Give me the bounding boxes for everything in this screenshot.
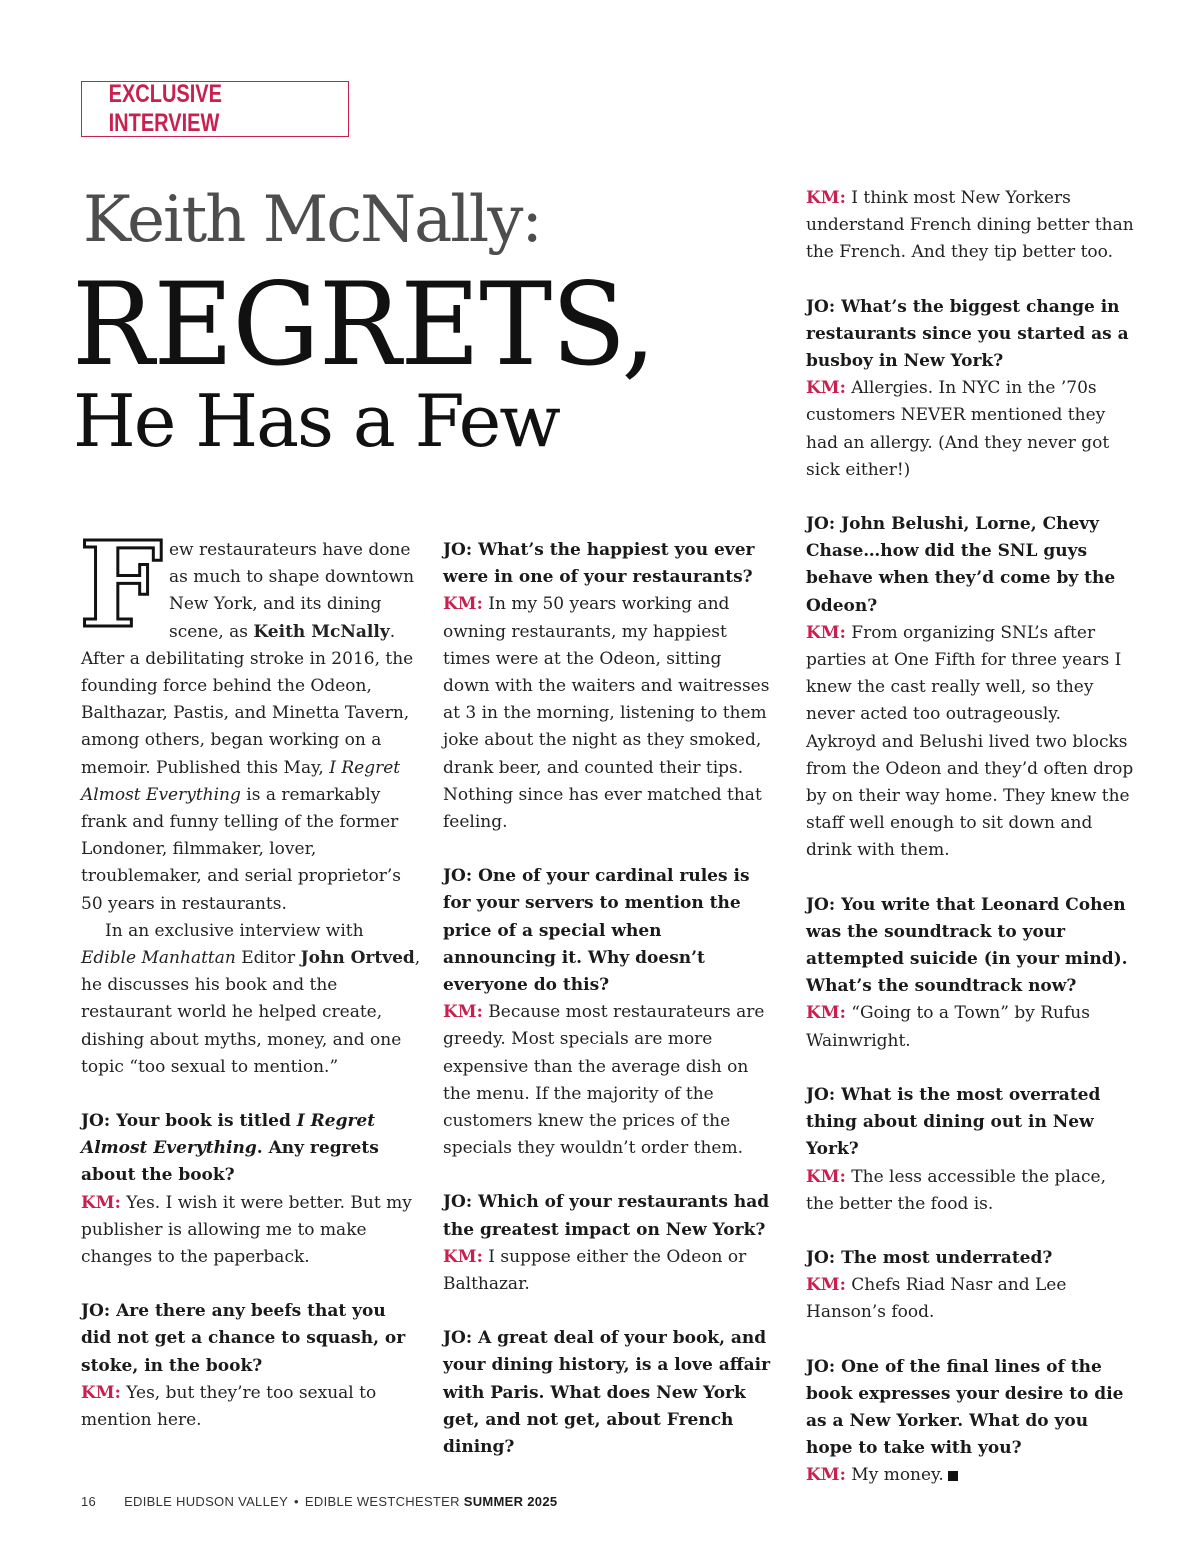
intro-paragraph-2 xyxy=(81,918,421,1081)
jo-label: JO: xyxy=(81,1111,111,1132)
question xyxy=(806,892,1136,1001)
question-text: One of your cardinal rules is for your servers to mention the price of a special when announcing it. Why doesn’t everyone do this? xyxy=(443,866,750,996)
question xyxy=(443,863,773,999)
question xyxy=(806,294,1136,376)
column-1 xyxy=(79,515,421,1434)
question xyxy=(81,1108,421,1190)
question-text: . Any regrets about the book? xyxy=(81,1138,379,1186)
answer xyxy=(806,185,1136,267)
answer xyxy=(806,1164,1136,1218)
question xyxy=(443,537,773,591)
answer-text: I think most New Yorkers understand French dining better than the French. And they tip better too. xyxy=(806,188,1134,263)
question-text: A great deal of your book, and your dining history, is a love affair with Paris. What does New York get, and not get, about French dining? xyxy=(443,1328,771,1458)
question xyxy=(806,1354,1136,1463)
km-label: KM: xyxy=(443,594,483,615)
question-text: What’s the biggest change in restaurants since you started as a busboy in New York? xyxy=(806,296,1129,372)
end-mark-icon xyxy=(948,1471,958,1481)
answer xyxy=(806,620,1136,865)
km-label: KM: xyxy=(81,1192,121,1213)
answer xyxy=(443,591,773,836)
km-label: KM: xyxy=(806,188,846,208)
intro-text-a: ew restaurateurs have done as much to shape downtown New York, and its dining scene, as xyxy=(169,540,415,642)
question xyxy=(443,1325,773,1461)
column-2 xyxy=(443,537,773,1461)
intro2-text-b: Editor xyxy=(235,948,301,969)
question xyxy=(81,1298,421,1380)
question-text: John Belushi, Lorne, Chevy Chase…how did the SNL guys behave when they’d come by the Odeon? xyxy=(806,514,1116,616)
jo-label: JO: xyxy=(443,1328,473,1349)
question-text: Are there any beefs that you did not get a chance to squash, or stoke, in the book? xyxy=(81,1301,406,1376)
publication-1: EDIBLE HUDSON VALLEY xyxy=(124,1494,289,1509)
answer-text: The less accessible the place, the better the food is. xyxy=(806,1166,1106,1214)
jo-label: JO: xyxy=(806,1084,836,1105)
question xyxy=(806,1082,1136,1164)
jo-label: JO: xyxy=(81,1301,111,1322)
answer-text: Because most restaurateurs are greedy. Most specials are more expensive than the average dish on the menu. If the majority of the customers knew the prices of the specials they wouldn’t order them. xyxy=(443,1002,765,1159)
drop-cap: F xyxy=(79,515,163,654)
question xyxy=(806,1245,1136,1272)
column-3 xyxy=(806,185,1136,1490)
answer-text: In my 50 years working and owning restaurants, my happiest times were at the Odeon, sitting down with the waiters and waitresses at 3 in the morning, listening to them joke about the night as they smoked, drank beer, and counted their tips. Nothing since has ever matched that feeling. xyxy=(443,594,770,833)
question-text: You write that Leonard Cohen was the soundtrack to your attempted suicide (in your mind). What’s the soundtrack now? xyxy=(806,894,1128,997)
section-tag xyxy=(81,81,349,137)
question xyxy=(443,1189,773,1243)
intro-text-c: is a remarkably frank and funny telling of the former Londoner, filmmaker, lover, troublemaker, and serial proprietor’s 50 years in restaurants. xyxy=(81,784,401,914)
intro-paragraph xyxy=(79,515,421,918)
jo-label: JO: xyxy=(806,296,836,317)
separator-dot: • xyxy=(294,1494,299,1509)
editor-name: John Ortved xyxy=(300,948,415,969)
question-text: One of the final lines of the book expresses your desire to die as a New Yorker. What do you hope to take with you? xyxy=(806,1356,1124,1459)
answer-text: Chefs Riad Nasr and Lee Hanson’s food. xyxy=(806,1275,1067,1323)
answer xyxy=(443,1244,773,1298)
section-tag-label: EXCLUSIVE INTERVIEW xyxy=(108,80,222,137)
answer xyxy=(806,375,1136,484)
km-label: KM: xyxy=(806,378,846,399)
question xyxy=(806,511,1136,620)
headline-sub: He Has a Few xyxy=(73,379,559,463)
jo-label: JO: xyxy=(806,894,836,915)
answer xyxy=(443,999,773,1162)
intro2-text-a: In an exclusive interview with xyxy=(105,920,364,941)
question-book-title: I Regret Almost Everything xyxy=(81,1111,376,1159)
intro2-text-c: , he discusses his book and the restaurant world he helped create, dishing about myths, money, and one topic “too sexual to mention.” xyxy=(81,948,421,1077)
headline-kicker: Keith McNally: xyxy=(83,183,541,257)
answer xyxy=(806,1462,1136,1489)
jo-label: JO: xyxy=(806,514,836,535)
headline-main: REGRETS, xyxy=(72,258,656,391)
answer xyxy=(81,1380,421,1434)
issue-date: SUMMER 2025 xyxy=(463,1494,558,1509)
answer-text: Yes. I wish it were better. But my publisher is allowing me to make changes to the paperback. xyxy=(81,1192,412,1268)
jo-label: JO: xyxy=(806,1356,836,1377)
page-number: 16 xyxy=(81,1494,97,1509)
question-text: What’s the happiest you ever were in one of your restaurants? xyxy=(443,540,755,588)
answer-text: From organizing SNL’s after parties at One Fifth for three years I knew the cast really well, so they never acted too outrageously. Aykroyd and Belushi lived two blocks from the Odeon and they’d often drop by on their way home. They knew the staff well enough to sit down and drink with them. xyxy=(806,622,1134,861)
answer xyxy=(806,1272,1136,1326)
km-label: KM: xyxy=(806,622,846,643)
km-label: KM: xyxy=(806,1003,846,1024)
question-text: The most underrated? xyxy=(841,1247,1053,1268)
jo-label: JO: xyxy=(443,866,473,887)
jo-label: JO: xyxy=(443,1192,473,1213)
answer xyxy=(806,1000,1136,1054)
answer xyxy=(81,1190,421,1272)
question-text: Which of your restaurants had the greatest impact on New York? xyxy=(443,1192,770,1240)
answer-text: Yes, but they’re too sexual to mention here. xyxy=(81,1382,377,1431)
question-text: Your book is titled xyxy=(116,1111,297,1132)
publication-2: EDIBLE WESTCHESTER xyxy=(304,1494,460,1509)
intro-name: Keith McNally xyxy=(253,621,390,642)
km-label: KM: xyxy=(443,1246,483,1267)
km-label: KM: xyxy=(806,1166,846,1187)
jo-label: JO: xyxy=(443,540,473,560)
magazine-name: Edible Manhattan xyxy=(81,948,236,969)
km-label: KM: xyxy=(806,1465,846,1486)
answer-text: I suppose either the Odeon or Balthazar. xyxy=(443,1246,747,1295)
answer-text: My money. xyxy=(851,1465,944,1486)
page-footer xyxy=(81,1494,557,1509)
intro-text-b: . After a debilitating stroke in 2016, the founding force behind the Odeon, Balthazar, Pastis, and Minetta Tavern, among others, began working on a memoir. Published this May, xyxy=(81,621,414,778)
book-title: I Regret Almost Everything xyxy=(81,757,401,805)
km-label: KM: xyxy=(81,1382,121,1403)
question-text: What is the most overrated thing about dining out in New York? xyxy=(806,1084,1101,1160)
km-label: KM: xyxy=(443,1002,483,1023)
answer-text: “Going to a Town” by Rufus Wainwright. xyxy=(806,1003,1090,1051)
km-label: KM: xyxy=(806,1275,846,1296)
jo-label: JO: xyxy=(806,1247,836,1268)
answer-text: Allergies. In NYC in the ’70s customers NEVER mentioned they had an allergy. (And they never got sick either!) xyxy=(806,378,1110,480)
